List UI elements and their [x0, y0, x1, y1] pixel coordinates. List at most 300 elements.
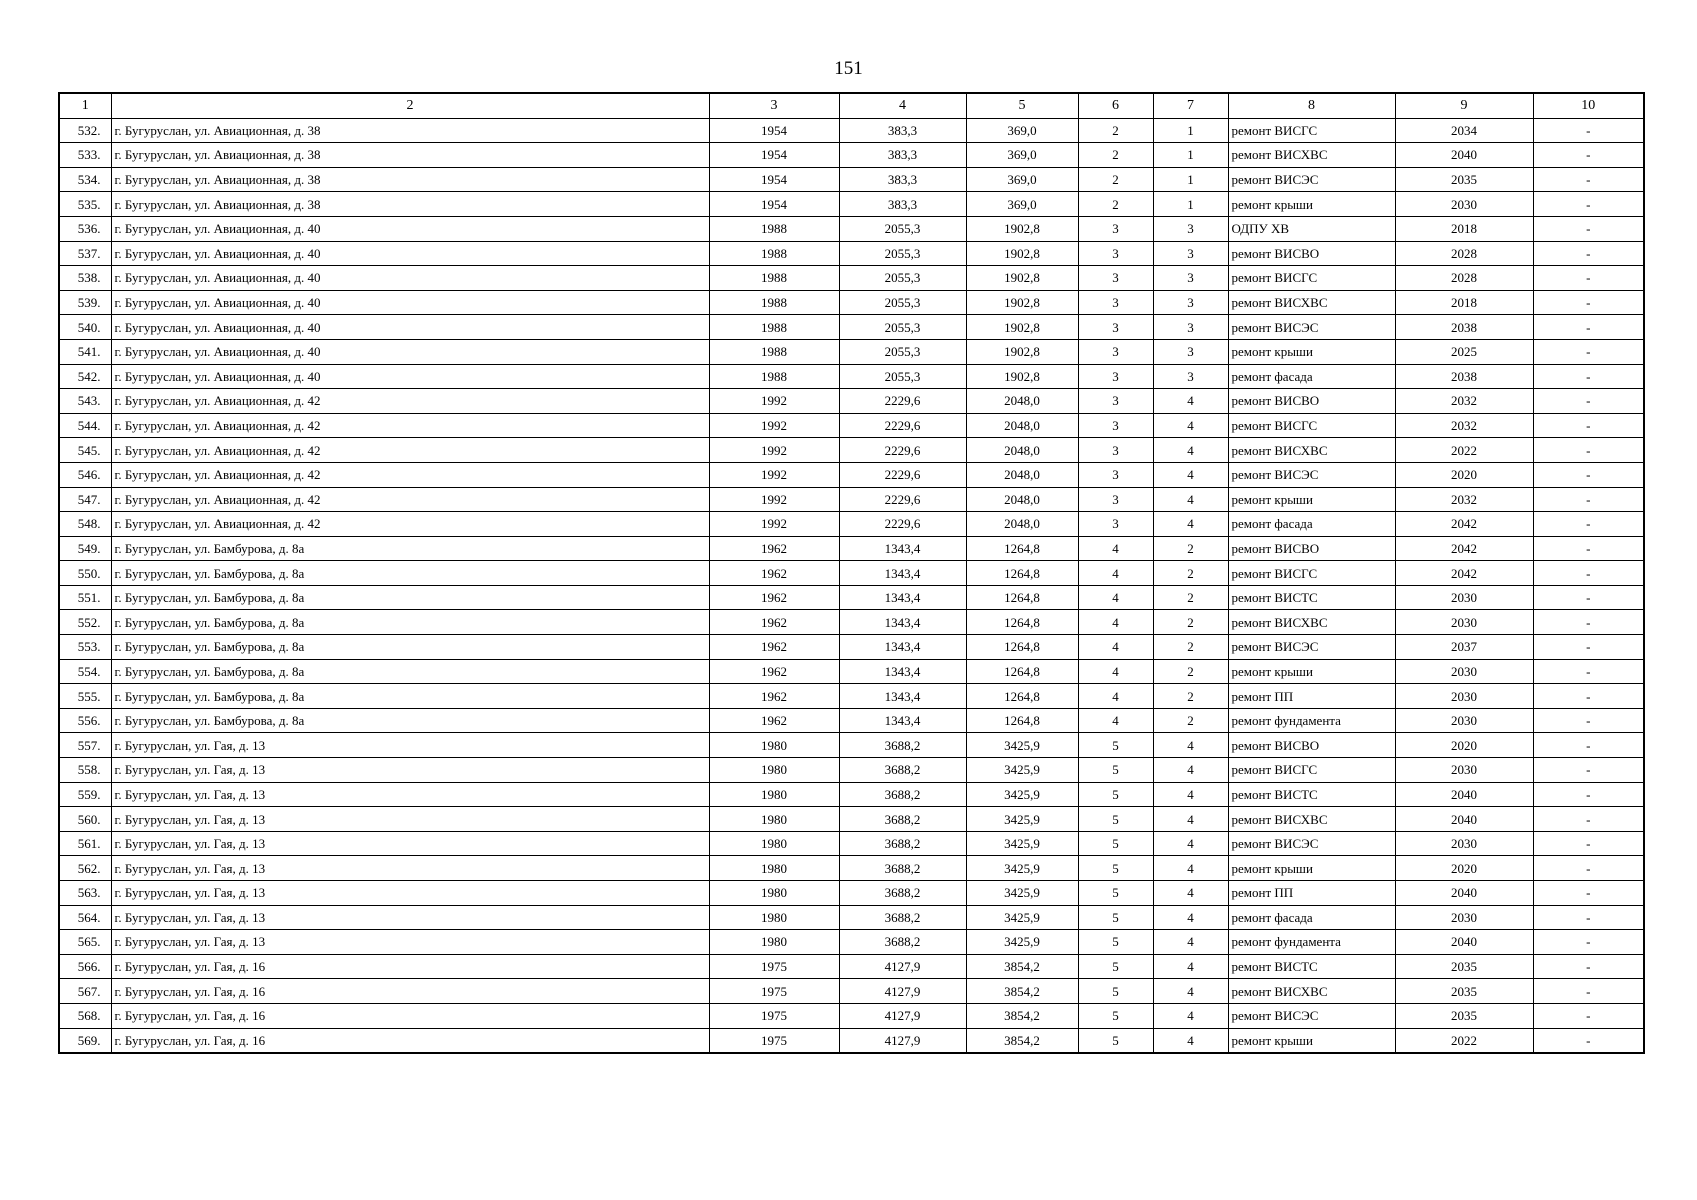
total-area-cell: 3688,2: [839, 782, 966, 807]
total-area-cell: 2229,6: [839, 413, 966, 438]
floors-cell: 5: [1078, 831, 1153, 856]
build-year-cell: 1962: [709, 659, 839, 684]
table-row: [59, 684, 1644, 709]
floors-cell: 3: [1078, 389, 1153, 414]
table-row: [59, 585, 1644, 610]
address-cell: г. Бугуруслан, ул. Гая, д. 16: [111, 1028, 709, 1053]
row-number-cell: 569.: [59, 1028, 111, 1053]
floors-cell: 4: [1078, 659, 1153, 684]
row-number-cell: 539.: [59, 290, 111, 315]
floors-cell: 5: [1078, 782, 1153, 807]
work-type-cell: ремонт ВИСЭС: [1228, 831, 1395, 856]
table-row: [59, 536, 1644, 561]
row-number-cell: 546.: [59, 462, 111, 487]
work-type-cell: ремонт ВИСВО: [1228, 536, 1395, 561]
cost-cell: -: [1533, 782, 1644, 807]
table-row: [59, 389, 1644, 414]
living-area-cell: 2048,0: [966, 462, 1078, 487]
floors-cell: 5: [1078, 733, 1153, 758]
living-area-cell: 1264,8: [966, 635, 1078, 660]
row-number-cell: 558.: [59, 758, 111, 783]
total-area-cell: 2229,6: [839, 462, 966, 487]
total-area-cell: 1343,4: [839, 635, 966, 660]
work-type-cell: ремонт ВИСЭС: [1228, 167, 1395, 192]
planned-year-cell: 2040: [1395, 930, 1533, 955]
build-year-cell: 1988: [709, 290, 839, 315]
address-cell: г. Бугуруслан, ул. Авиационная, д. 42: [111, 512, 709, 537]
address-cell: г. Бугуруслан, ул. Бамбурова, д. 8а: [111, 536, 709, 561]
address-cell: г. Бугуруслан, ул. Гая, д. 13: [111, 856, 709, 881]
address-cell: г. Бугуруслан, ул. Гая, д. 16: [111, 1003, 709, 1028]
build-year-cell: 1962: [709, 585, 839, 610]
living-area-cell: 1264,8: [966, 585, 1078, 610]
planned-year-cell: 2028: [1395, 241, 1533, 266]
floors-cell: 3: [1078, 438, 1153, 463]
floors-cell: 5: [1078, 930, 1153, 955]
row-number-cell: 547.: [59, 487, 111, 512]
living-area-cell: 1902,8: [966, 241, 1078, 266]
table-row: [59, 930, 1644, 955]
planned-year-cell: 2035: [1395, 954, 1533, 979]
living-area-cell: 369,0: [966, 118, 1078, 143]
entrances-cell: 1: [1153, 118, 1228, 143]
living-area-cell: 1264,8: [966, 610, 1078, 635]
work-type-cell: ремонт ВИСГС: [1228, 758, 1395, 783]
total-area-cell: 3688,2: [839, 758, 966, 783]
cost-cell: -: [1533, 831, 1644, 856]
build-year-cell: 1975: [709, 1028, 839, 1053]
cost-cell: -: [1533, 856, 1644, 881]
entrances-cell: 3: [1153, 216, 1228, 241]
address-cell: г. Бугуруслан, ул. Авиационная, д. 38: [111, 143, 709, 168]
address-cell: г. Бугуруслан, ул. Авиационная, д. 40: [111, 216, 709, 241]
build-year-cell: 1988: [709, 339, 839, 364]
floors-cell: 3: [1078, 216, 1153, 241]
column-header: 8: [1228, 93, 1395, 118]
cost-cell: -: [1533, 733, 1644, 758]
table-row: [59, 979, 1644, 1004]
planned-year-cell: 2030: [1395, 905, 1533, 930]
work-type-cell: ремонт фундамента: [1228, 708, 1395, 733]
table-row: [59, 143, 1644, 168]
entrances-cell: 2: [1153, 536, 1228, 561]
address-cell: г. Бугуруслан, ул. Авиационная, д. 40: [111, 364, 709, 389]
planned-year-cell: 2032: [1395, 413, 1533, 438]
living-area-cell: 1264,8: [966, 561, 1078, 586]
entrances-cell: 4: [1153, 807, 1228, 832]
work-type-cell: ремонт ВИСЭС: [1228, 635, 1395, 660]
living-area-cell: 3425,9: [966, 905, 1078, 930]
living-area-cell: 2048,0: [966, 413, 1078, 438]
total-area-cell: 1343,4: [839, 659, 966, 684]
planned-year-cell: 2022: [1395, 1028, 1533, 1053]
row-number-cell: 554.: [59, 659, 111, 684]
address-cell: г. Бугуруслан, ул. Бамбурова, д. 8а: [111, 585, 709, 610]
address-cell: г. Бугуруслан, ул. Авиационная, д. 38: [111, 167, 709, 192]
work-type-cell: ремонт ВИСХВС: [1228, 290, 1395, 315]
build-year-cell: 1980: [709, 758, 839, 783]
floors-cell: 2: [1078, 118, 1153, 143]
planned-year-cell: 2038: [1395, 315, 1533, 340]
table-row: [59, 118, 1644, 143]
address-cell: г. Бугуруслан, ул. Авиационная, д. 42: [111, 462, 709, 487]
work-type-cell: ремонт ВИСВО: [1228, 733, 1395, 758]
cost-cell: -: [1533, 659, 1644, 684]
row-number-cell: 543.: [59, 389, 111, 414]
work-type-cell: ремонт ВИСХВС: [1228, 807, 1395, 832]
address-cell: г. Бугуруслан, ул. Гая, д. 13: [111, 782, 709, 807]
living-area-cell: 2048,0: [966, 512, 1078, 537]
entrances-cell: 4: [1153, 1028, 1228, 1053]
table-row: [59, 339, 1644, 364]
entrances-cell: 4: [1153, 905, 1228, 930]
row-number-cell: 544.: [59, 413, 111, 438]
row-number-cell: 552.: [59, 610, 111, 635]
build-year-cell: 1975: [709, 979, 839, 1004]
planned-year-cell: 2020: [1395, 733, 1533, 758]
total-area-cell: 4127,9: [839, 979, 966, 1004]
living-area-cell: 3425,9: [966, 831, 1078, 856]
address-cell: г. Бугуруслан, ул. Гая, д. 16: [111, 954, 709, 979]
living-area-cell: 3854,2: [966, 1028, 1078, 1053]
floors-cell: 2: [1078, 167, 1153, 192]
living-area-cell: 1264,8: [966, 684, 1078, 709]
entrances-cell: 4: [1153, 512, 1228, 537]
row-number-cell: 538.: [59, 266, 111, 291]
floors-cell: 3: [1078, 364, 1153, 389]
table-row: [59, 290, 1644, 315]
build-year-cell: 1992: [709, 389, 839, 414]
table-row: [59, 954, 1644, 979]
build-year-cell: 1980: [709, 782, 839, 807]
cost-cell: -: [1533, 266, 1644, 291]
cost-cell: -: [1533, 758, 1644, 783]
row-number-cell: 562.: [59, 856, 111, 881]
entrances-cell: 4: [1153, 782, 1228, 807]
floors-cell: 3: [1078, 339, 1153, 364]
entrances-cell: 4: [1153, 954, 1228, 979]
address-cell: г. Бугуруслан, ул. Бамбурова, д. 8а: [111, 659, 709, 684]
build-year-cell: 1992: [709, 487, 839, 512]
cost-cell: -: [1533, 807, 1644, 832]
row-number-cell: 537.: [59, 241, 111, 266]
planned-year-cell: 2042: [1395, 561, 1533, 586]
planned-year-cell: 2040: [1395, 782, 1533, 807]
planned-year-cell: 2042: [1395, 512, 1533, 537]
work-type-cell: ремонт ВИСЭС: [1228, 1003, 1395, 1028]
column-header: 10: [1533, 93, 1644, 118]
cost-cell: -: [1533, 462, 1644, 487]
cost-cell: -: [1533, 979, 1644, 1004]
floors-cell: 5: [1078, 856, 1153, 881]
entrances-cell: 2: [1153, 684, 1228, 709]
planned-year-cell: 2042: [1395, 536, 1533, 561]
work-type-cell: ремонт ВИСВО: [1228, 241, 1395, 266]
build-year-cell: 1962: [709, 635, 839, 660]
entrances-cell: 3: [1153, 315, 1228, 340]
table-row: [59, 512, 1644, 537]
cost-cell: -: [1533, 389, 1644, 414]
living-area-cell: 369,0: [966, 167, 1078, 192]
total-area-cell: 4127,9: [839, 1003, 966, 1028]
total-area-cell: 383,3: [839, 143, 966, 168]
entrances-cell: 4: [1153, 856, 1228, 881]
entrances-cell: 4: [1153, 758, 1228, 783]
address-cell: г. Бугуруслан, ул. Авиационная, д. 42: [111, 413, 709, 438]
work-type-cell: ремонт ВИСГС: [1228, 266, 1395, 291]
cost-cell: -: [1533, 512, 1644, 537]
build-year-cell: 1992: [709, 512, 839, 537]
row-number-cell: 568.: [59, 1003, 111, 1028]
build-year-cell: 1975: [709, 954, 839, 979]
entrances-cell: 4: [1153, 413, 1228, 438]
row-number-cell: 564.: [59, 905, 111, 930]
total-area-cell: 3688,2: [839, 856, 966, 881]
build-year-cell: 1988: [709, 216, 839, 241]
row-number-cell: 563.: [59, 881, 111, 906]
total-area-cell: 1343,4: [839, 536, 966, 561]
work-type-cell: ремонт крыши: [1228, 339, 1395, 364]
planned-year-cell: 2030: [1395, 192, 1533, 217]
table-body: [59, 118, 1644, 1053]
address-cell: г. Бугуруслан, ул. Гая, д. 13: [111, 807, 709, 832]
entrances-cell: 3: [1153, 290, 1228, 315]
address-cell: г. Бугуруслан, ул. Гая, д. 13: [111, 733, 709, 758]
total-area-cell: 2055,3: [839, 290, 966, 315]
table-row: [59, 462, 1644, 487]
address-cell: г. Бугуруслан, ул. Гая, д. 13: [111, 930, 709, 955]
address-cell: г. Бугуруслан, ул. Бамбурова, д. 8а: [111, 561, 709, 586]
entrances-cell: 4: [1153, 831, 1228, 856]
build-year-cell: 1975: [709, 1003, 839, 1028]
living-area-cell: 1902,8: [966, 364, 1078, 389]
row-number-cell: 542.: [59, 364, 111, 389]
living-area-cell: 3425,9: [966, 881, 1078, 906]
floors-cell: 5: [1078, 1028, 1153, 1053]
address-cell: г. Бугуруслан, ул. Авиационная, д. 42: [111, 389, 709, 414]
table-row: [59, 807, 1644, 832]
table-row: [59, 782, 1644, 807]
floors-cell: 2: [1078, 192, 1153, 217]
floors-cell: 4: [1078, 561, 1153, 586]
table-row: [59, 315, 1644, 340]
entrances-cell: 2: [1153, 585, 1228, 610]
living-area-cell: 3425,9: [966, 782, 1078, 807]
build-year-cell: 1954: [709, 167, 839, 192]
living-area-cell: 2048,0: [966, 487, 1078, 512]
entrances-cell: 3: [1153, 364, 1228, 389]
work-type-cell: ремонт крыши: [1228, 659, 1395, 684]
floors-cell: 2: [1078, 143, 1153, 168]
entrances-cell: 4: [1153, 881, 1228, 906]
entrances-cell: 4: [1153, 389, 1228, 414]
cost-cell: -: [1533, 143, 1644, 168]
floors-cell: 4: [1078, 708, 1153, 733]
entrances-cell: 4: [1153, 979, 1228, 1004]
cost-cell: -: [1533, 954, 1644, 979]
cost-cell: -: [1533, 635, 1644, 660]
address-cell: г. Бугуруслан, ул. Авиационная, д. 38: [111, 118, 709, 143]
floors-cell: 3: [1078, 462, 1153, 487]
work-type-cell: ремонт ВИСВО: [1228, 389, 1395, 414]
cost-cell: -: [1533, 684, 1644, 709]
row-number-cell: 567.: [59, 979, 111, 1004]
column-header: 1: [59, 93, 111, 118]
cost-cell: -: [1533, 118, 1644, 143]
table-row: [59, 635, 1644, 660]
address-cell: г. Бугуруслан, ул. Авиационная, д. 40: [111, 339, 709, 364]
row-number-cell: 541.: [59, 339, 111, 364]
cost-cell: -: [1533, 438, 1644, 463]
cost-cell: -: [1533, 192, 1644, 217]
build-year-cell: 1988: [709, 364, 839, 389]
work-type-cell: ремонт ВИСГС: [1228, 118, 1395, 143]
build-year-cell: 1954: [709, 118, 839, 143]
work-type-cell: ремонт ВИСЭС: [1228, 315, 1395, 340]
column-header: 2: [111, 93, 709, 118]
work-type-cell: ремонт ВИСТС: [1228, 954, 1395, 979]
build-year-cell: 1980: [709, 831, 839, 856]
floors-cell: 5: [1078, 954, 1153, 979]
cost-cell: -: [1533, 241, 1644, 266]
cost-cell: -: [1533, 216, 1644, 241]
total-area-cell: 383,3: [839, 118, 966, 143]
planned-year-cell: 2020: [1395, 856, 1533, 881]
table-row: [59, 241, 1644, 266]
table-row: [59, 167, 1644, 192]
work-type-cell: ремонт ВИСХВС: [1228, 610, 1395, 635]
floors-cell: 4: [1078, 684, 1153, 709]
work-type-cell: ремонт ВИСТС: [1228, 585, 1395, 610]
cost-cell: -: [1533, 364, 1644, 389]
living-area-cell: 369,0: [966, 143, 1078, 168]
total-area-cell: 383,3: [839, 167, 966, 192]
floors-cell: 3: [1078, 241, 1153, 266]
build-year-cell: 1988: [709, 241, 839, 266]
row-number-cell: 534.: [59, 167, 111, 192]
address-cell: г. Бугуруслан, ул. Авиационная, д. 40: [111, 241, 709, 266]
build-year-cell: 1962: [709, 684, 839, 709]
floors-cell: 3: [1078, 487, 1153, 512]
table-row: [59, 266, 1644, 291]
planned-year-cell: 2040: [1395, 881, 1533, 906]
floors-cell: 3: [1078, 413, 1153, 438]
cost-cell: -: [1533, 561, 1644, 586]
build-year-cell: 1954: [709, 143, 839, 168]
build-year-cell: 1980: [709, 856, 839, 881]
table-row: [59, 1003, 1644, 1028]
entrances-cell: 3: [1153, 339, 1228, 364]
floors-cell: 4: [1078, 536, 1153, 561]
work-type-cell: ремонт ПП: [1228, 881, 1395, 906]
living-area-cell: 2048,0: [966, 389, 1078, 414]
total-area-cell: 2055,3: [839, 241, 966, 266]
build-year-cell: 1962: [709, 610, 839, 635]
entrances-cell: 4: [1153, 438, 1228, 463]
address-cell: г. Бугуруслан, ул. Бамбурова, д. 8а: [111, 610, 709, 635]
floors-cell: 3: [1078, 512, 1153, 537]
build-year-cell: 1992: [709, 413, 839, 438]
living-area-cell: 1264,8: [966, 708, 1078, 733]
work-type-cell: ремонт ВИСХВС: [1228, 143, 1395, 168]
table-row: [59, 364, 1644, 389]
address-cell: г. Бугуруслан, ул. Гая, д. 16: [111, 979, 709, 1004]
work-type-cell: ремонт крыши: [1228, 856, 1395, 881]
build-year-cell: 1992: [709, 462, 839, 487]
living-area-cell: 3854,2: [966, 979, 1078, 1004]
cost-cell: -: [1533, 610, 1644, 635]
living-area-cell: 2048,0: [966, 438, 1078, 463]
entrances-cell: 2: [1153, 635, 1228, 660]
work-type-cell: ремонт фундамента: [1228, 930, 1395, 955]
planned-year-cell: 2030: [1395, 758, 1533, 783]
total-area-cell: 3688,2: [839, 807, 966, 832]
row-number-cell: 560.: [59, 807, 111, 832]
table-row: [59, 216, 1644, 241]
row-number-cell: 535.: [59, 192, 111, 217]
cost-cell: -: [1533, 1028, 1644, 1053]
entrances-cell: 4: [1153, 1003, 1228, 1028]
cost-cell: -: [1533, 413, 1644, 438]
row-number-cell: 557.: [59, 733, 111, 758]
work-type-cell: ремонт ВИСТС: [1228, 782, 1395, 807]
cost-cell: -: [1533, 536, 1644, 561]
cost-cell: -: [1533, 487, 1644, 512]
table-row: [59, 1028, 1644, 1053]
floors-cell: 3: [1078, 266, 1153, 291]
address-cell: г. Бугуруслан, ул. Авиационная, д. 42: [111, 438, 709, 463]
work-type-cell: ремонт ВИСХВС: [1228, 979, 1395, 1004]
entrances-cell: 2: [1153, 708, 1228, 733]
entrances-cell: 2: [1153, 659, 1228, 684]
cost-cell: -: [1533, 339, 1644, 364]
floors-cell: 4: [1078, 585, 1153, 610]
cost-cell: -: [1533, 708, 1644, 733]
table-row: [59, 905, 1644, 930]
column-header: 3: [709, 93, 839, 118]
build-year-cell: 1962: [709, 561, 839, 586]
cost-cell: -: [1533, 290, 1644, 315]
entrances-cell: 4: [1153, 462, 1228, 487]
cost-cell: -: [1533, 167, 1644, 192]
address-cell: г. Бугуруслан, ул. Авиационная, д. 42: [111, 487, 709, 512]
row-number-cell: 555.: [59, 684, 111, 709]
floors-cell: 3: [1078, 315, 1153, 340]
total-area-cell: 2229,6: [839, 487, 966, 512]
total-area-cell: 2229,6: [839, 438, 966, 463]
row-number-cell: 565.: [59, 930, 111, 955]
entrances-cell: 3: [1153, 266, 1228, 291]
build-year-cell: 1980: [709, 905, 839, 930]
table-row: [59, 856, 1644, 881]
column-header: 6: [1078, 93, 1153, 118]
living-area-cell: 1902,8: [966, 266, 1078, 291]
address-cell: г. Бугуруслан, ул. Бамбурова, д. 8а: [111, 684, 709, 709]
total-area-cell: 1343,4: [839, 585, 966, 610]
living-area-cell: 3425,9: [966, 758, 1078, 783]
build-year-cell: 1962: [709, 708, 839, 733]
address-cell: г. Бугуруслан, ул. Бамбурова, д. 8а: [111, 708, 709, 733]
row-number-cell: 549.: [59, 536, 111, 561]
repair-schedule-table: [58, 92, 1645, 1054]
address-cell: г. Бугуруслан, ул. Авиационная, д. 40: [111, 315, 709, 340]
table-row: [59, 881, 1644, 906]
total-area-cell: 2229,6: [839, 389, 966, 414]
build-year-cell: 1980: [709, 930, 839, 955]
build-year-cell: 1988: [709, 266, 839, 291]
total-area-cell: 2055,3: [839, 216, 966, 241]
row-number-cell: 561.: [59, 831, 111, 856]
